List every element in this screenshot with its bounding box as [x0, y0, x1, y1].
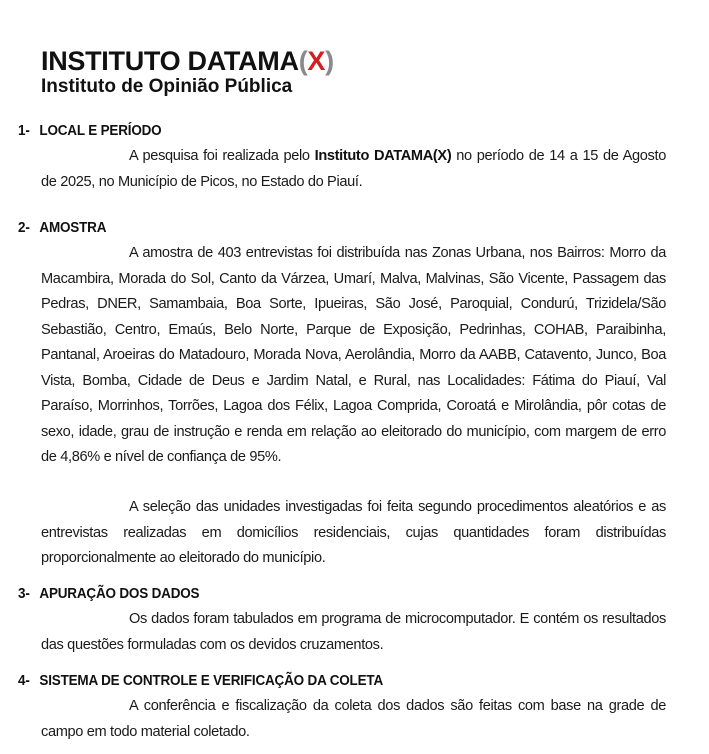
title-paren-close: ) [325, 46, 334, 76]
title-paren-open: ( [298, 46, 308, 76]
section-number: 2- [18, 220, 30, 236]
section-number: 4- [18, 673, 30, 689]
section-title: SISTEMA DE CONTROLE E VERIFICAÇÃO DA COLETA [39, 673, 384, 689]
paragraph-text: no período de 14 a 15 de Agosto de 2025, no Município de Picos, no Estado do Piauí. [41, 148, 666, 190]
document-header [41, 46, 334, 98]
section-title: AMOSTRA [39, 220, 107, 236]
title-x-mark: X [307, 46, 326, 76]
institute-title [41, 46, 334, 76]
section-title: LOCAL E PERÍODO [39, 123, 162, 139]
section-4-heading [18, 672, 383, 690]
section-1-heading [18, 122, 161, 140]
paragraph-text: A pesquisa foi realizada pelo [129, 148, 315, 164]
section-1-paragraph [41, 144, 666, 195]
paragraph-text: Os dados foram tabulados em programa de microcomputador. E contém os resultados das questões formuladas com os devidos cruzamentos. [41, 611, 666, 653]
section-4-paragraph [41, 694, 666, 745]
section-2-paragraph-2 [41, 495, 666, 572]
section-3-heading [18, 585, 199, 603]
institute-name: INSTITUTO DATAMA [41, 46, 299, 76]
institute-subtitle: Instituto de Opinião Pública [41, 76, 293, 97]
section-title: APURAÇÃO DOS DADOS [39, 586, 200, 602]
institute-name-bold: Instituto DATAMA(X) [314, 148, 452, 164]
paragraph-text: A seleção das unidades investigadas foi feita segundo procedimentos aleatórios e as entrevistas realizadas em domicílios residenciais, cujas quantidades foram distribuídas proporcionalmente ao eleitorado do município. [41, 499, 666, 566]
section-2-heading [18, 219, 106, 237]
section-number: 1- [18, 123, 30, 139]
paragraph-text: A amostra de 403 entrevistas foi distribuída nas Zonas Urbana, nos Bairros: Morro da Macambira, Morada do Sol, Canto da Várzea, Umarí, Malva, Malvinas, São Vicente, Passagem das Pedras, DNER, Samambaia, Boa Sorte, Ipueiras, São José, Paroquial, Condurú, Trizidela/São Sebastião, Centro, Emaús, Belo Norte, Parque de Exposição, Pedrinhas, COHAB, Paraibinha, Pantanal, Aroeiras do Matadouro, Morada Nova, Aerolândia, Morro da AABB, Catavento, Junco, Boa Vista, Bomba, Cidade de Deus e Jardim Natal, e Rural, nas Localidades: Fátima do Piauí, Val Paraíso, Morrinhos, Torrões, Lagoa dos Félix, Lagoa Comprida, Coroatá e Mirolândia, pôr cotas de sexo, idade, grau de instrução e renda em relação ao eleitorado do município, com margem de erro de 4,86% e nível de confiança de 95%. [41, 245, 666, 465]
paragraph-text: A conferência e fiscalização da coleta dos dados são feitas com base na grade de campo em todo material coletado. [41, 698, 666, 740]
section-number: 3- [18, 586, 30, 602]
section-2-paragraph-1 [41, 241, 666, 471]
section-3-paragraph [41, 607, 666, 658]
